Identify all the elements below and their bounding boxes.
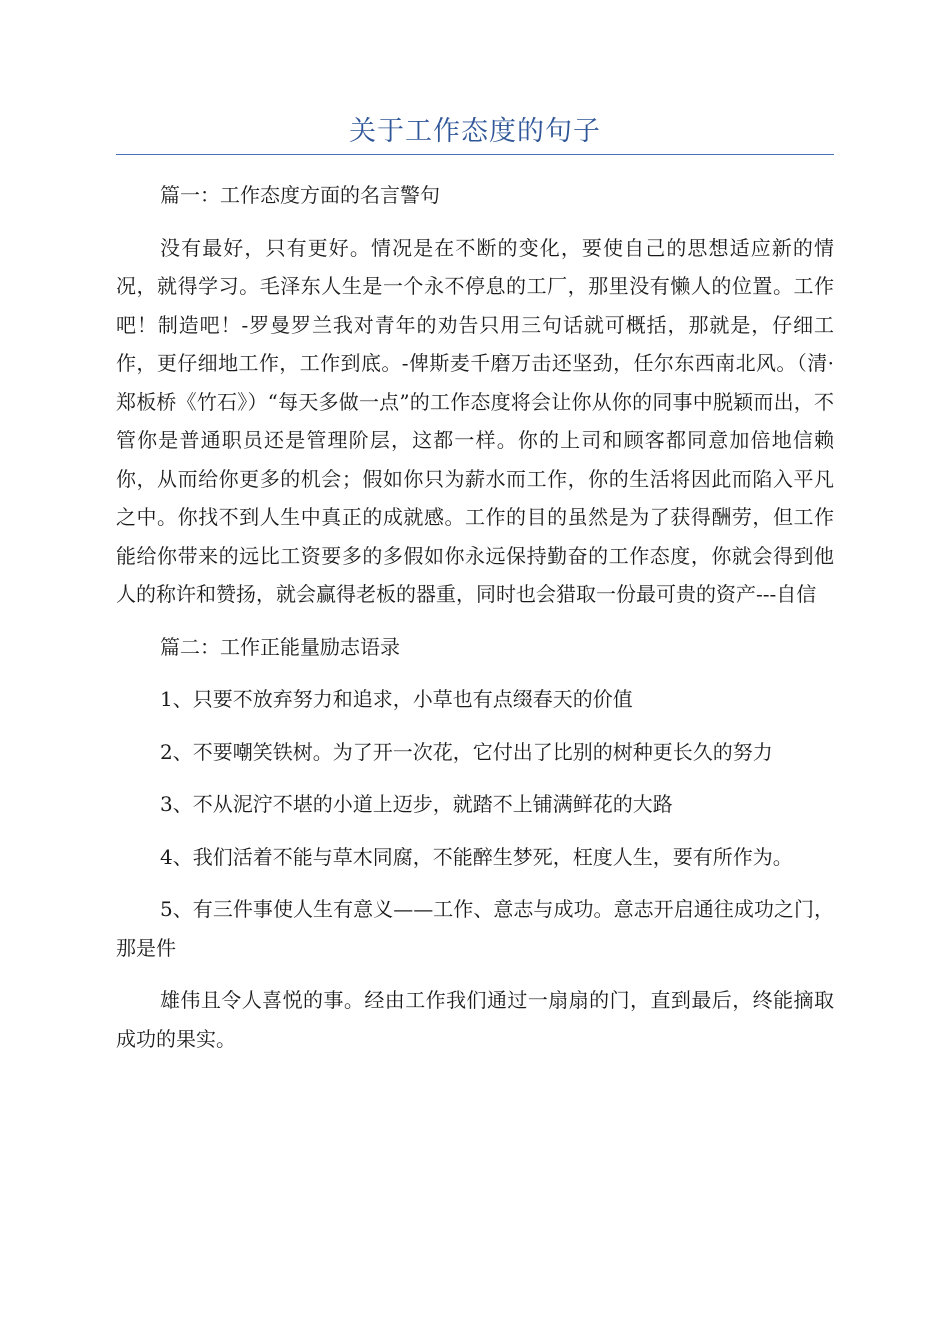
paragraph-quotes: 没有最好，只有更好。情况是在不断的变化，要使自己的思想适应新的情况，就得学习。毛泽东人生是一个永不停息的工厂，那里没有懒人的位置。工作吧！制造吧！-罗曼罗兰我对青年的劝告只用三句话就可概括，那就是，仔细工作，更仔细地工作，工作到底。-俾斯麦千磨万击还坚劲，任尔东西南北风。（清·郑板桥《竹石》）“每天多做一点”的工作态度将会让你从你的同事中脱颖而出，不管你是普通职员还是管理阶层，这都一样。你的上司和顾客都同意加倍地信赖你，从而给你更多的机会；假如你只为薪水而工作，你的生活将因此而陷入平凡之中。你找不到人生中真正的成就感。工作的目的虽然是为了获得酬劳，但工作能给你带来的远比工资要多的多假如你永远保持勤奋的工作态度，你就会得到他人的称许和赞扬，就会赢得老板的器重，同时也会猎取一份最可贵的资产---自信 [116, 235, 834, 606]
section-heading-1: 篇一：工作态度方面的名言警句 [160, 183, 440, 207]
list-item-4: 4、我们活着不能与草木同腐，不能醉生梦死，枉度人生，要有所作为。 [160, 844, 793, 869]
list-item-2: 2、不要嘲笑铁树。为了开一次花，它付出了比别的树种更长久的努力 [160, 739, 773, 764]
document-title: 关于工作态度的句子 [349, 116, 601, 147]
list-item-3: 3、不从泥泞不堪的小道上迈步，就踏不上铺满鲜花的大路 [160, 792, 673, 816]
section-heading-2: 篇二：工作正能量励志语录 [160, 634, 400, 659]
paragraph-continuation: 雄伟且令人喜悦的事。经由工作我们通过一扇扇的门，直到最后，终能摘取成功的果实。 [116, 988, 834, 1051]
list-item-5: 5、有三件事使人生有意义——工作、意志与成功。意志开启通往成功之门，那是件 [116, 897, 834, 960]
title-underline [116, 154, 834, 155]
document-body [116, 176, 834, 1058]
list-item-1: 1、只要不放弃努力和追求，小草也有点缀春天的价值 [160, 687, 633, 711]
